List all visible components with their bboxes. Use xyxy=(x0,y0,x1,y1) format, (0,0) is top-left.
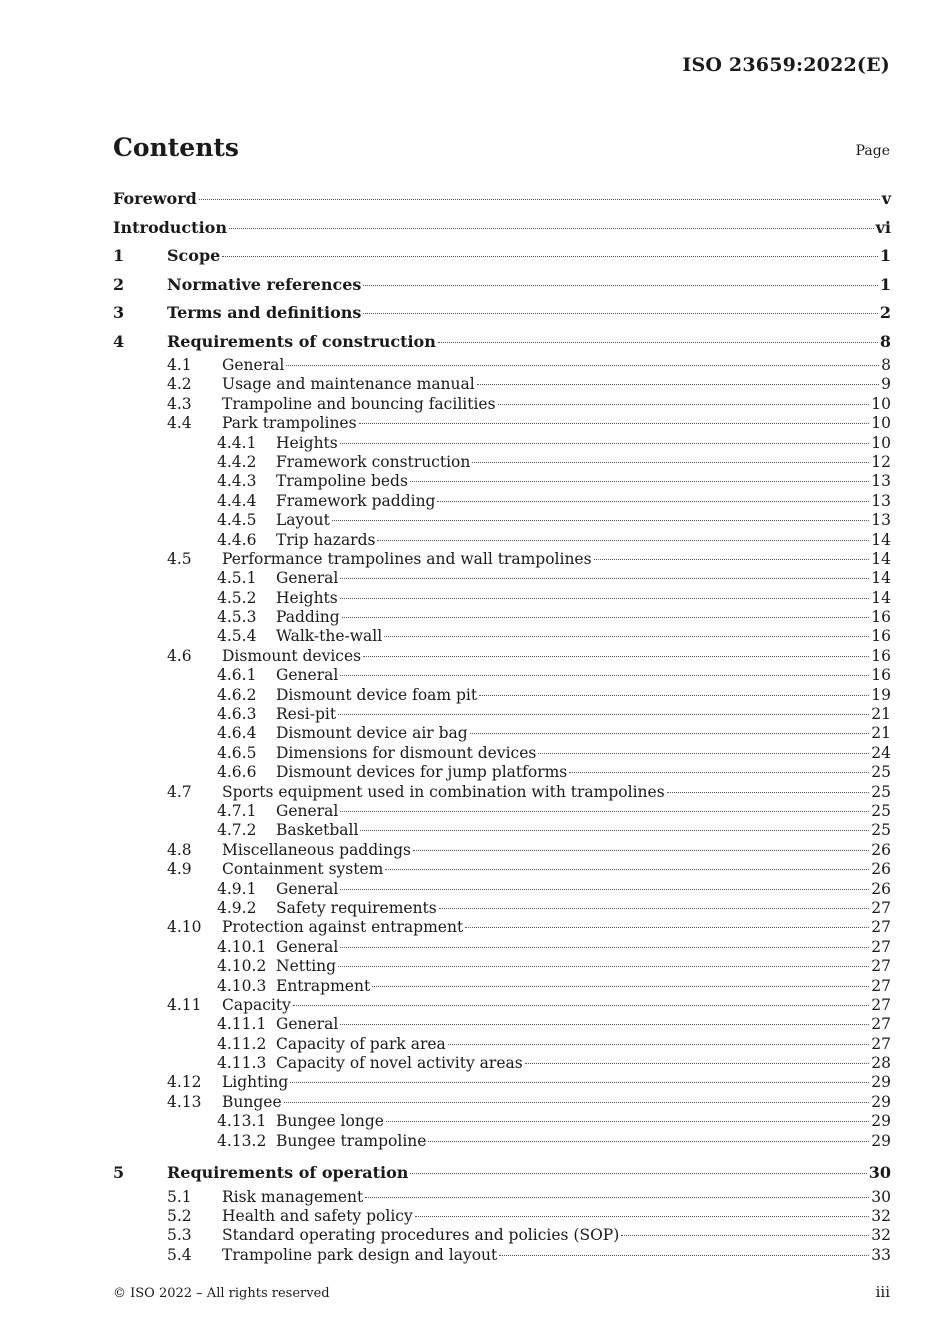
toc-entry-title: Layout xyxy=(276,511,330,530)
toc-entry-page: 27 xyxy=(871,976,891,995)
toc-entry-title: Framework padding xyxy=(276,491,436,510)
toc-entry-page: 25 xyxy=(871,821,891,840)
toc-entry-number: 4.7.1 xyxy=(217,801,257,820)
toc-entry-page: 29 xyxy=(871,1092,891,1111)
toc-entry-page: 32 xyxy=(871,1206,891,1225)
toc-entry-title: Trampoline beds xyxy=(276,472,408,491)
toc-entry-page: 25 xyxy=(871,801,891,820)
dot-leader xyxy=(340,598,870,599)
toc-entry-title: Scope xyxy=(167,246,221,265)
toc-entry[interactable] xyxy=(113,1093,891,1112)
toc-entry-page: 16 xyxy=(871,608,891,627)
toc-entry-page: vi xyxy=(875,217,891,237)
toc-entry-title: Normative references xyxy=(167,274,362,294)
toc-entry[interactable] xyxy=(113,414,891,433)
toc-entry-number: 4.4 xyxy=(167,414,192,433)
dot-leader xyxy=(438,342,878,343)
toc-entry-page: 32 xyxy=(871,1226,891,1245)
dot-leader xyxy=(525,1063,870,1064)
toc-entry-number: 4.4.3 xyxy=(217,472,257,491)
toc-entry-number: 4.6.5 xyxy=(217,743,257,762)
toc-entry-page: 10 xyxy=(871,394,891,413)
toc-entry[interactable] xyxy=(113,531,891,550)
toc-entry[interactable] xyxy=(113,328,891,357)
toc-entry-page: 19 xyxy=(871,685,891,704)
table-of-contents xyxy=(113,185,891,1265)
toc-entry-number: 4.7.2 xyxy=(217,821,257,840)
toc-entry[interactable] xyxy=(113,356,891,375)
dot-leader xyxy=(437,501,869,502)
dot-leader xyxy=(340,675,869,676)
dot-leader xyxy=(439,908,870,909)
toc-entry-number: 4.2 xyxy=(167,375,192,394)
toc-entry-title: Framework construction xyxy=(276,452,471,471)
toc-entry-number: 4.6.2 xyxy=(217,685,257,704)
toc-entry-number: 4.9.2 xyxy=(217,898,257,917)
toc-entry-title: Usage and maintenance manual xyxy=(222,375,475,394)
toc-entry[interactable] xyxy=(113,1073,891,1092)
toc-entry-page: 14 xyxy=(871,549,891,568)
toc-entry-title: Sports equipment used in combination with trampolines xyxy=(222,782,665,801)
dot-leader xyxy=(359,423,870,424)
toc-entry-title: Bungee trampoline xyxy=(276,1131,427,1150)
toc-entry-title: Miscellaneous paddings xyxy=(222,840,411,859)
toc-entry-title: Entrapment xyxy=(276,976,371,995)
toc-entry-number: 4.5.3 xyxy=(217,608,257,627)
toc-entry-page: 16 xyxy=(871,666,891,685)
toc-entry-title: Requirements of construction xyxy=(167,331,436,351)
toc-entry[interactable] xyxy=(113,627,891,646)
toc-entry[interactable] xyxy=(113,1207,891,1226)
dot-leader xyxy=(621,1235,869,1236)
dot-leader xyxy=(465,927,869,928)
toc-entry-number: 4.8 xyxy=(167,840,192,859)
toc-entry[interactable] xyxy=(113,511,891,530)
toc-entry-page: 1 xyxy=(879,274,891,294)
toc-entry-page: 33 xyxy=(871,1245,891,1264)
toc-entry-number: 4.10.1 xyxy=(217,937,267,956)
toc-entry-page: 27 xyxy=(871,1034,891,1053)
toc-entry-title: General xyxy=(276,1015,339,1034)
toc-entry-page: 29 xyxy=(871,1112,891,1131)
toc-entry-number: 4.4.5 xyxy=(217,511,257,530)
dot-leader xyxy=(363,656,869,657)
toc-entry[interactable] xyxy=(113,299,891,328)
toc-entry[interactable] xyxy=(113,666,891,685)
document-id: ISO 23659:2022(E) xyxy=(682,54,890,76)
toc-entry-title: Dimensions for dismount devices xyxy=(276,743,537,762)
toc-entry-number: 4.5.4 xyxy=(217,627,257,646)
dot-leader xyxy=(229,228,874,229)
toc-entry[interactable] xyxy=(113,977,891,996)
dot-leader xyxy=(340,889,869,890)
dot-leader xyxy=(365,1197,869,1198)
toc-entry-title: Safety requirements xyxy=(276,898,437,917)
toc-entry[interactable] xyxy=(113,214,891,243)
toc-entry[interactable] xyxy=(113,957,891,976)
toc-heading: Contents xyxy=(113,133,240,162)
dot-leader xyxy=(410,481,869,482)
dot-leader xyxy=(286,365,879,366)
dot-leader xyxy=(293,1005,869,1006)
toc-entry[interactable] xyxy=(113,996,891,1015)
toc-entry[interactable] xyxy=(113,724,891,743)
toc-entry-page: 27 xyxy=(871,898,891,917)
toc-entry-number: 4.6.3 xyxy=(217,705,257,724)
toc-entry-title: Performance trampolines and wall trampolines xyxy=(222,549,592,568)
toc-entry-page: 16 xyxy=(871,627,891,646)
toc-entry-title: Bungee xyxy=(222,1092,282,1111)
dot-leader xyxy=(377,540,869,541)
toc-entry-page: 27 xyxy=(871,937,891,956)
toc-entry[interactable] xyxy=(113,1226,891,1245)
toc-entry-number: 4.13.2 xyxy=(217,1131,267,1150)
toc-entry-page: 13 xyxy=(871,491,891,510)
toc-entry-number: 4.1 xyxy=(167,356,192,374)
dot-leader xyxy=(594,559,870,560)
toc-entry-title: Heights xyxy=(276,433,338,452)
toc-entry[interactable] xyxy=(113,880,891,899)
toc-entry-page: 21 xyxy=(871,705,891,724)
dot-leader xyxy=(338,966,869,967)
toc-entry-number: 4.12 xyxy=(167,1073,202,1092)
toc-entry-page: 8 xyxy=(879,331,891,351)
toc-entry-title: Dismount device foam pit xyxy=(276,685,478,704)
toc-entry[interactable] xyxy=(113,185,891,214)
dot-leader xyxy=(340,947,869,948)
toc-entry-number: 5.2 xyxy=(167,1206,192,1225)
toc-entry[interactable] xyxy=(113,1015,891,1034)
toc-entry-number: 4.4.1 xyxy=(217,433,257,452)
toc-entry-page: v xyxy=(881,189,891,208)
toc-entry-number: 4.6 xyxy=(167,646,192,665)
toc-entry[interactable] xyxy=(113,434,891,453)
toc-entry-number: 4.5.1 xyxy=(217,569,257,588)
dot-leader xyxy=(363,313,877,314)
toc-entry[interactable] xyxy=(113,1188,891,1207)
toc-entry-title: Park trampolines xyxy=(222,414,357,433)
toc-entry-number: 3 xyxy=(113,303,125,322)
toc-entry-page: 27 xyxy=(871,957,891,976)
toc-entry-page: 2 xyxy=(879,303,891,322)
toc-entry[interactable] xyxy=(113,647,891,666)
dot-leader xyxy=(415,1216,870,1217)
toc-entry-number: 1 xyxy=(113,246,125,265)
dot-leader xyxy=(284,1102,870,1103)
toc-entry[interactable] xyxy=(113,375,891,394)
dot-leader xyxy=(199,199,880,200)
toc-entry-title: General xyxy=(222,356,285,374)
toc-entry-title: Lighting xyxy=(222,1073,289,1092)
dot-leader xyxy=(342,617,870,618)
toc-entry-number: 4.10.2 xyxy=(217,957,267,976)
toc-entry[interactable] xyxy=(113,589,891,608)
dot-leader xyxy=(569,772,869,773)
dot-leader xyxy=(340,443,870,444)
toc-entry-number: 4.11.3 xyxy=(217,1054,267,1073)
toc-entry-number: 4.11.1 xyxy=(217,1015,267,1034)
toc-entry-page: 27 xyxy=(871,1015,891,1034)
toc-entry-number: 4.7 xyxy=(167,782,192,801)
toc-entry-page: 14 xyxy=(871,569,891,588)
toc-entry[interactable] xyxy=(113,395,891,414)
toc-entry-number: 2 xyxy=(113,274,125,294)
toc-entry[interactable] xyxy=(113,453,891,472)
dot-leader xyxy=(385,869,869,870)
dot-leader xyxy=(360,830,869,831)
dot-leader xyxy=(499,1255,869,1256)
toc-entry-title: Resi-pit xyxy=(276,705,337,724)
toc-entry[interactable] xyxy=(113,1112,891,1131)
toc-entry-page: 10 xyxy=(871,414,891,433)
toc-entry-title: Standard operating procedures and policies (SOP) xyxy=(222,1226,620,1245)
toc-entry-title: Health and safety policy xyxy=(222,1206,413,1225)
toc-entry[interactable] xyxy=(113,242,891,271)
toc-entry-number: 4.10.3 xyxy=(217,976,267,995)
toc-entry-title: Protection against entrapment xyxy=(222,918,464,937)
toc-entry[interactable] xyxy=(113,705,891,724)
toc-entry-number: 5.3 xyxy=(167,1226,192,1245)
dot-leader xyxy=(338,714,869,715)
toc-entry-page: 8 xyxy=(881,356,891,374)
toc-entry[interactable] xyxy=(113,821,891,840)
footer-page-number: iii xyxy=(875,1283,890,1301)
toc-entry[interactable] xyxy=(113,492,891,511)
toc-entry-number: 5.1 xyxy=(167,1187,192,1206)
toc-entry-title: Requirements of operation xyxy=(167,1163,409,1183)
toc-entry[interactable] xyxy=(113,608,891,627)
toc-entry-title: Heights xyxy=(276,588,338,607)
toc-entry[interactable] xyxy=(113,1054,891,1073)
dot-leader xyxy=(413,850,869,851)
toc-entry-page: 1 xyxy=(879,246,891,265)
toc-entry-page: 21 xyxy=(871,724,891,743)
toc-entry-title: Padding xyxy=(276,608,340,627)
toc-entry-title: Dismount devices xyxy=(222,646,362,665)
toc-entry[interactable] xyxy=(113,918,891,937)
dot-leader xyxy=(386,1121,869,1122)
toc-entry-number: 4.9 xyxy=(167,860,192,879)
toc-entry-title: Introduction xyxy=(113,217,227,237)
page-column-label: Page xyxy=(855,143,890,159)
dot-leader xyxy=(448,1044,869,1045)
toc-entry[interactable] xyxy=(113,841,891,860)
toc-entry-number: 4.5.2 xyxy=(217,588,257,607)
toc-entry-number: 4.4.4 xyxy=(217,491,257,510)
toc-entry-title: Trampoline and bouncing facilities xyxy=(222,394,496,413)
dot-leader xyxy=(470,733,870,734)
toc-entry-page: 28 xyxy=(871,1054,891,1073)
toc-entry-number: 4.6.6 xyxy=(217,763,257,782)
toc-entry-title: General xyxy=(276,666,339,685)
dot-leader xyxy=(667,792,870,793)
toc-entry[interactable] xyxy=(113,1035,891,1054)
toc-entry-title: Terms and definitions xyxy=(167,303,362,322)
toc-entry[interactable] xyxy=(113,472,891,491)
toc-entry-number: 4.11.2 xyxy=(217,1034,267,1053)
toc-entry[interactable] xyxy=(113,550,891,569)
toc-entry-number: 5.4 xyxy=(167,1245,192,1264)
dot-leader xyxy=(363,285,877,286)
dot-leader xyxy=(222,256,878,257)
toc-entry-number: 4.13 xyxy=(167,1092,202,1111)
toc-entry-number: 4.9.1 xyxy=(217,879,257,898)
dot-leader xyxy=(479,695,869,696)
toc-entry[interactable] xyxy=(113,763,891,782)
toc-entry-title: Capacity of park area xyxy=(276,1034,446,1053)
dot-leader xyxy=(340,1024,869,1025)
toc-entry-number: 4.6.1 xyxy=(217,666,257,685)
dot-leader xyxy=(428,1141,869,1142)
toc-entry[interactable] xyxy=(113,899,891,918)
toc-entry-page: 16 xyxy=(871,646,891,665)
toc-entry-page: 27 xyxy=(871,995,891,1014)
dot-leader xyxy=(498,404,870,405)
toc-entry-title: Dismount device air bag xyxy=(276,724,468,743)
toc-entry[interactable] xyxy=(113,1159,891,1188)
toc-entry[interactable] xyxy=(113,938,891,957)
toc-entry-page: 25 xyxy=(871,763,891,782)
toc-entry-page: 24 xyxy=(871,743,891,762)
toc-entry-number: 5 xyxy=(113,1163,125,1183)
dot-leader xyxy=(410,1173,866,1174)
toc-entry-title: Walk-the-wall xyxy=(276,627,383,646)
toc-entry[interactable] xyxy=(113,860,891,879)
toc-entry-title: Netting xyxy=(276,957,337,976)
toc-entry-page: 29 xyxy=(871,1131,891,1150)
toc-entry[interactable] xyxy=(113,686,891,705)
toc-entry-page: 13 xyxy=(871,472,891,491)
toc-entry-page: 30 xyxy=(868,1163,891,1183)
dot-leader xyxy=(538,753,869,754)
toc-entry-page: 10 xyxy=(871,433,891,452)
toc-entry-title: General xyxy=(276,569,339,588)
toc-entry-number: 4.5 xyxy=(167,549,192,568)
toc-entry-title: Trip hazards xyxy=(276,530,376,549)
toc-entry-title: Containment system xyxy=(222,860,384,879)
toc-entry[interactable] xyxy=(113,569,891,588)
toc-entry-title: General xyxy=(276,879,339,898)
dot-leader xyxy=(477,384,879,385)
toc-entry[interactable] xyxy=(113,1246,891,1265)
dot-leader xyxy=(290,1082,869,1083)
toc-entry-page: 12 xyxy=(871,452,891,471)
toc-entry[interactable] xyxy=(113,1132,891,1151)
toc-entry-page: 30 xyxy=(871,1187,891,1206)
toc-entry-title: General xyxy=(276,937,339,956)
toc-entry-title: Risk management xyxy=(222,1187,364,1206)
toc-entry-number: 4.4.6 xyxy=(217,530,257,549)
toc-entry-page: 9 xyxy=(881,375,891,394)
toc-entry-page: 14 xyxy=(871,588,891,607)
toc-entry-page: 25 xyxy=(871,782,891,801)
toc-entry-title: Capacity of novel activity areas xyxy=(276,1054,523,1073)
dot-leader xyxy=(384,636,869,637)
toc-entry-title: Basketball xyxy=(276,821,359,840)
toc-entry-page: 26 xyxy=(871,860,891,879)
toc-entry-number: 4.11 xyxy=(167,995,202,1014)
dot-leader xyxy=(332,520,869,521)
toc-entry[interactable] xyxy=(113,802,891,821)
toc-entry-title: Capacity xyxy=(222,995,291,1014)
toc-entry-number: 4.10 xyxy=(167,918,202,937)
toc-entry-page: 14 xyxy=(871,530,891,549)
toc-entry[interactable] xyxy=(113,744,891,763)
dot-leader xyxy=(340,578,869,579)
toc-entry-number: 4.3 xyxy=(167,394,192,413)
footer-copyright: © ISO 2022 – All rights reserved xyxy=(113,1286,330,1301)
toc-entry-title: Bungee longe xyxy=(276,1112,384,1131)
toc-entry-number: 4.6.4 xyxy=(217,724,257,743)
toc-entry[interactable] xyxy=(113,783,891,802)
toc-entry-page: 27 xyxy=(871,918,891,937)
toc-entry[interactable] xyxy=(113,271,891,300)
toc-entry-title: Foreword xyxy=(113,189,197,208)
toc-entry-number: 4.4.2 xyxy=(217,452,257,471)
toc-entry-page: 26 xyxy=(871,879,891,898)
dot-leader xyxy=(340,811,869,812)
toc-entry-title: Trampoline park design and layout xyxy=(222,1245,498,1264)
toc-entry-page: 26 xyxy=(871,840,891,859)
toc-entry-number: 4 xyxy=(113,331,125,351)
dot-leader xyxy=(472,462,869,463)
toc-entry-number: 4.13.1 xyxy=(217,1112,267,1131)
dot-leader xyxy=(372,986,869,987)
toc-entry-title: Dismount devices for jump platforms xyxy=(276,763,568,782)
toc-entry-page: 29 xyxy=(871,1073,891,1092)
toc-entry-page: 13 xyxy=(871,511,891,530)
toc-entry-title: General xyxy=(276,801,339,820)
